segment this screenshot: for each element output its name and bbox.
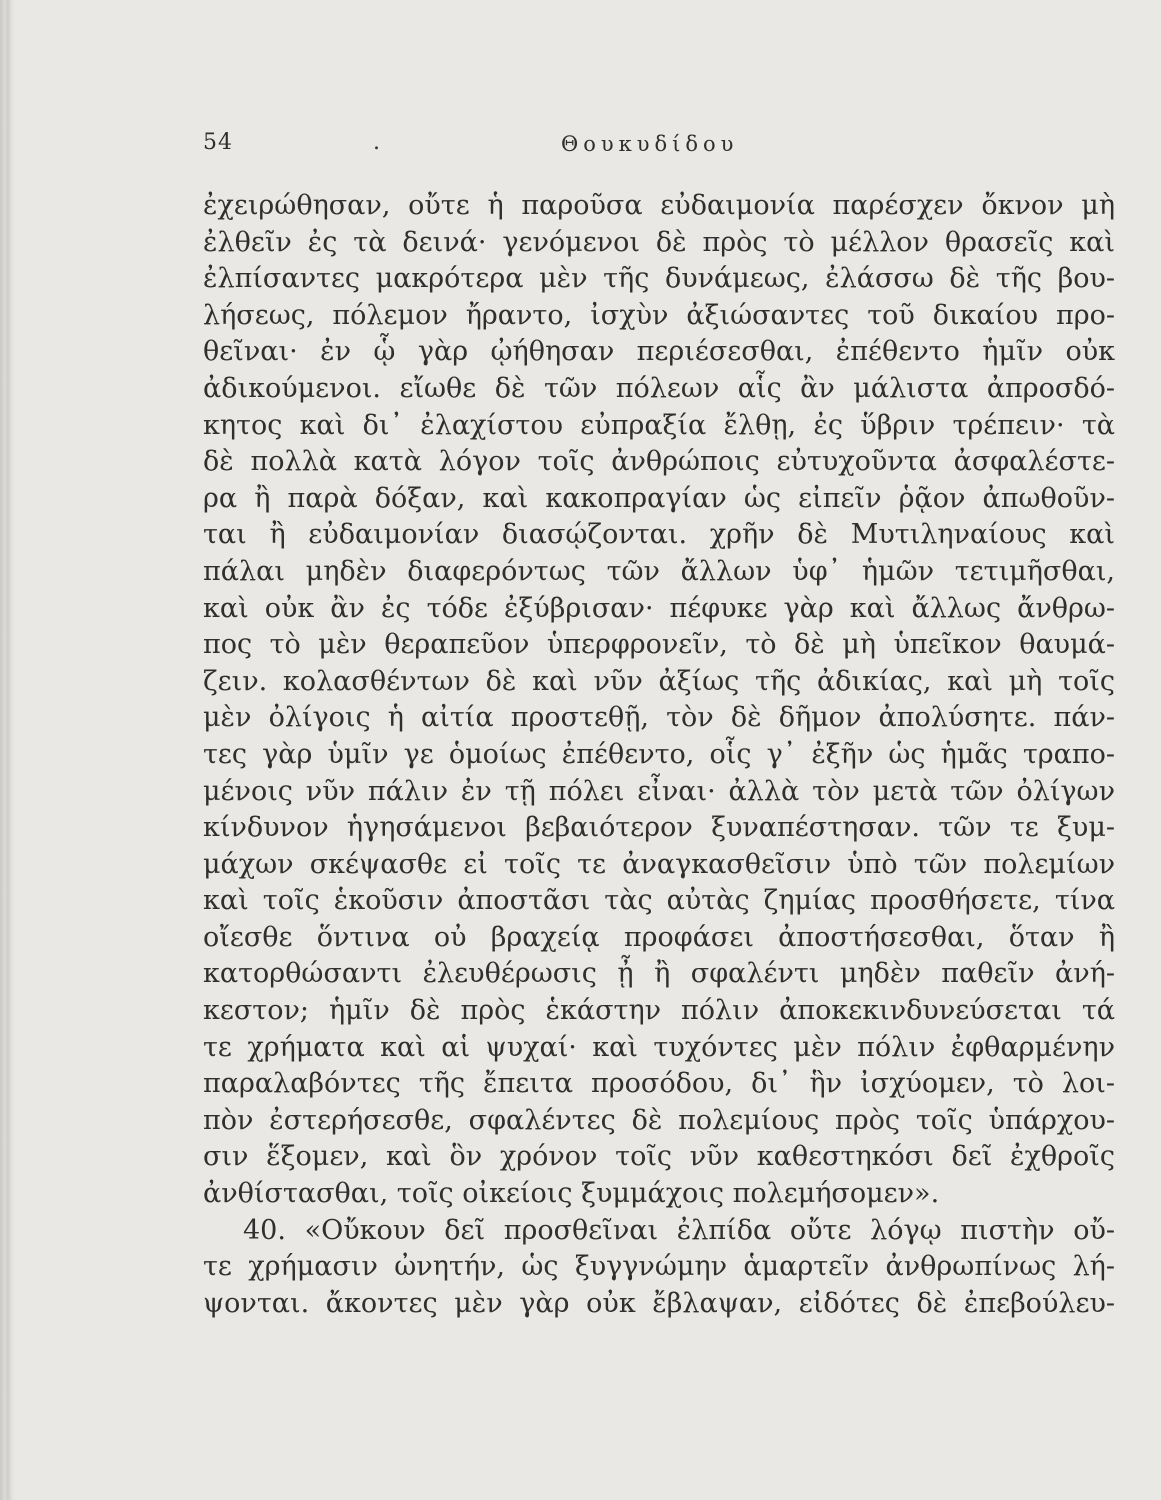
text-line: σιν ἕξομεν, καὶ ὃν χρόνον τοῖς νῦν καθεστηκόσι δεῖ ἐχθροῖς [203, 1141, 1115, 1173]
text-line: τε χρήματα καὶ αἱ ψυχαί· καὶ τυχόντες μὲν πόλιν ἐφθαρμένην [203, 1031, 1115, 1063]
text-line: τες γὰρ ὑμῖν γε ὁμοίως ἐπέθεντο, οἷς γ᾽ ἐξῆν ὡς ἡμᾶς τραπο- [203, 738, 1115, 770]
running-header [203, 130, 1115, 170]
page-edge-shadow [0, 0, 16, 1500]
text-line: μάχων σκέψασθε εἰ τοῖς τε ἀναγκασθεῖσιν ὑπὸ τῶν πολεμίων [203, 848, 1115, 880]
text-line: ζειν. κολασθέντων δὲ καὶ νῦν ἀξίως τῆς ἀδικίας, καὶ μὴ τοῖς [203, 665, 1115, 697]
header-separator: . [373, 130, 380, 155]
page-number: 54 [203, 130, 233, 155]
text-line: μὲν ὀλίγοις ἡ αἰτία προστεθῇ, τὸν δὲ δῆμον ἀπολύσητε. πάν- [203, 702, 1115, 734]
text-line: τε χρήμασιν ὠνητήν, ὡς ξυγγνώμην ἁμαρτεῖν ἀνθρωπίνως λή- [203, 1251, 1115, 1283]
text-line: πὸν ἐστερήσεσθε, σφαλέντες δὲ πολεμίους πρὸς τοῖς ὑπάρχου- [203, 1104, 1115, 1136]
paragraph-start-line: 40. «Οὔκουν δεῖ προσθεῖναι ἐλπίδα οὔτε λόγῳ πιστὴν οὔ- [243, 1214, 1115, 1246]
text-line: κατορθώσαντι ἐλευθέρωσις ᾖ ἢ σφαλέντι μηδὲν παθεῖν ἀνή- [203, 958, 1115, 990]
text-line: κίνδυνον ἡγησάμενοι βεβαιότερον ξυναπέστησαν. τῶν τε ξυμ- [203, 812, 1115, 844]
text-line: δὲ πολλὰ κατὰ λόγον τοῖς ἀνθρώποις εὐτυχοῦντα ἀσφαλέστε- [203, 446, 1115, 478]
text-line: ἀνθίστασθαι, τοῖς οἰκείοις ξυμμάχοις πολεμήσομεν». [203, 1178, 940, 1210]
text-line: θεῖναι· ἐν ᾧ γὰρ ᾠήθησαν περιέσεσθαι, ἐπέθεντο ἡμῖν οὐκ [203, 336, 1115, 368]
text-line: λήσεως, πόλεμον ἤραντο, ἰσχὺν ἀξιώσαντες τοῦ δικαίου προ- [203, 299, 1115, 331]
text-line: καὶ τοῖς ἑκοῦσιν ἀποστᾶσι τὰς αὐτὰς ζημίας προσθήσετε, τίνα [203, 885, 1115, 917]
text-line: ρα ἢ παρὰ δόξαν, καὶ κακοπραγίαν ὡς εἰπεῖν ῥᾷον ἀπωθοῦν- [203, 482, 1115, 514]
body-text [203, 188, 1115, 1322]
text-line: ται ἢ εὐδαιμονίαν διασῴζονται. χρῆν δὲ Μυτιληναίους καὶ [203, 519, 1115, 551]
text-line: ἐχειρώθησαν, οὔτε ἡ παροῦσα εὐδαιμονία παρέσχεν ὄκνον μὴ [203, 190, 1115, 221]
text-line: μένοις νῦν πάλιν ἐν τῇ πόλει εἶναι· ἀλλὰ τὸν μετὰ τῶν ὀλίγων [203, 775, 1115, 807]
text-line: ἐλπίσαντες μακρότερα μὲν τῆς δυνάμεως, ἐλάσσω δὲ τῆς βου- [203, 263, 1115, 295]
text-line: ἐλθεῖν ἐς τὰ δεινά· γενόμενοι δὲ πρὸς τὸ μέλλον θρασεῖς καὶ [203, 226, 1115, 258]
text-line: κητος καὶ δι᾽ ἐλαχίστου εὐπραξία ἔλθῃ, ἐς ὕβριν τρέπειν· τὰ [203, 409, 1115, 441]
text-line: ψονται. ἄκοντες μὲν γὰρ οὐκ ἔβλαψαν, εἰδότες δὲ ἐπεβούλευ- [203, 1287, 1115, 1319]
text-line: παραλαβόντες τῆς ἔπειτα προσόδου, δι᾽ ἣν ἰσχύομεν, τὸ λοι- [203, 1068, 1115, 1100]
running-title: Θουκυδίδου [561, 132, 739, 156]
text-line: καὶ οὐκ ἂν ἐς τόδε ἐξύβρισαν· πέφυκε γὰρ καὶ ἄλλως ἄνθρω- [203, 592, 1115, 624]
text-line: πάλαι μηδὲν διαφερόντως τῶν ἄλλων ὑφ᾽ ἡμῶν τετιμῆσθαι, [203, 555, 1115, 587]
text-line: πος τὸ μὲν θεραπεῦον ὑπερφρονεῖν, τὸ δὲ μὴ ὑπεῖκον θαυμά- [203, 629, 1115, 661]
text-line: οἴεσθε ὅντινα οὐ βραχείᾳ προφάσει ἀποστήσεσθαι, ὅταν ἢ [203, 921, 1115, 953]
text-line: ἀδικούμενοι. εἴωθε δὲ τῶν πόλεων αἷς ἂν μάλιστα ἀπροσδό- [203, 372, 1115, 404]
text-line: κεστον; ἡμῖν δὲ πρὸς ἑκάστην πόλιν ἀποκεκινδυνεύσεται τά [203, 995, 1115, 1027]
